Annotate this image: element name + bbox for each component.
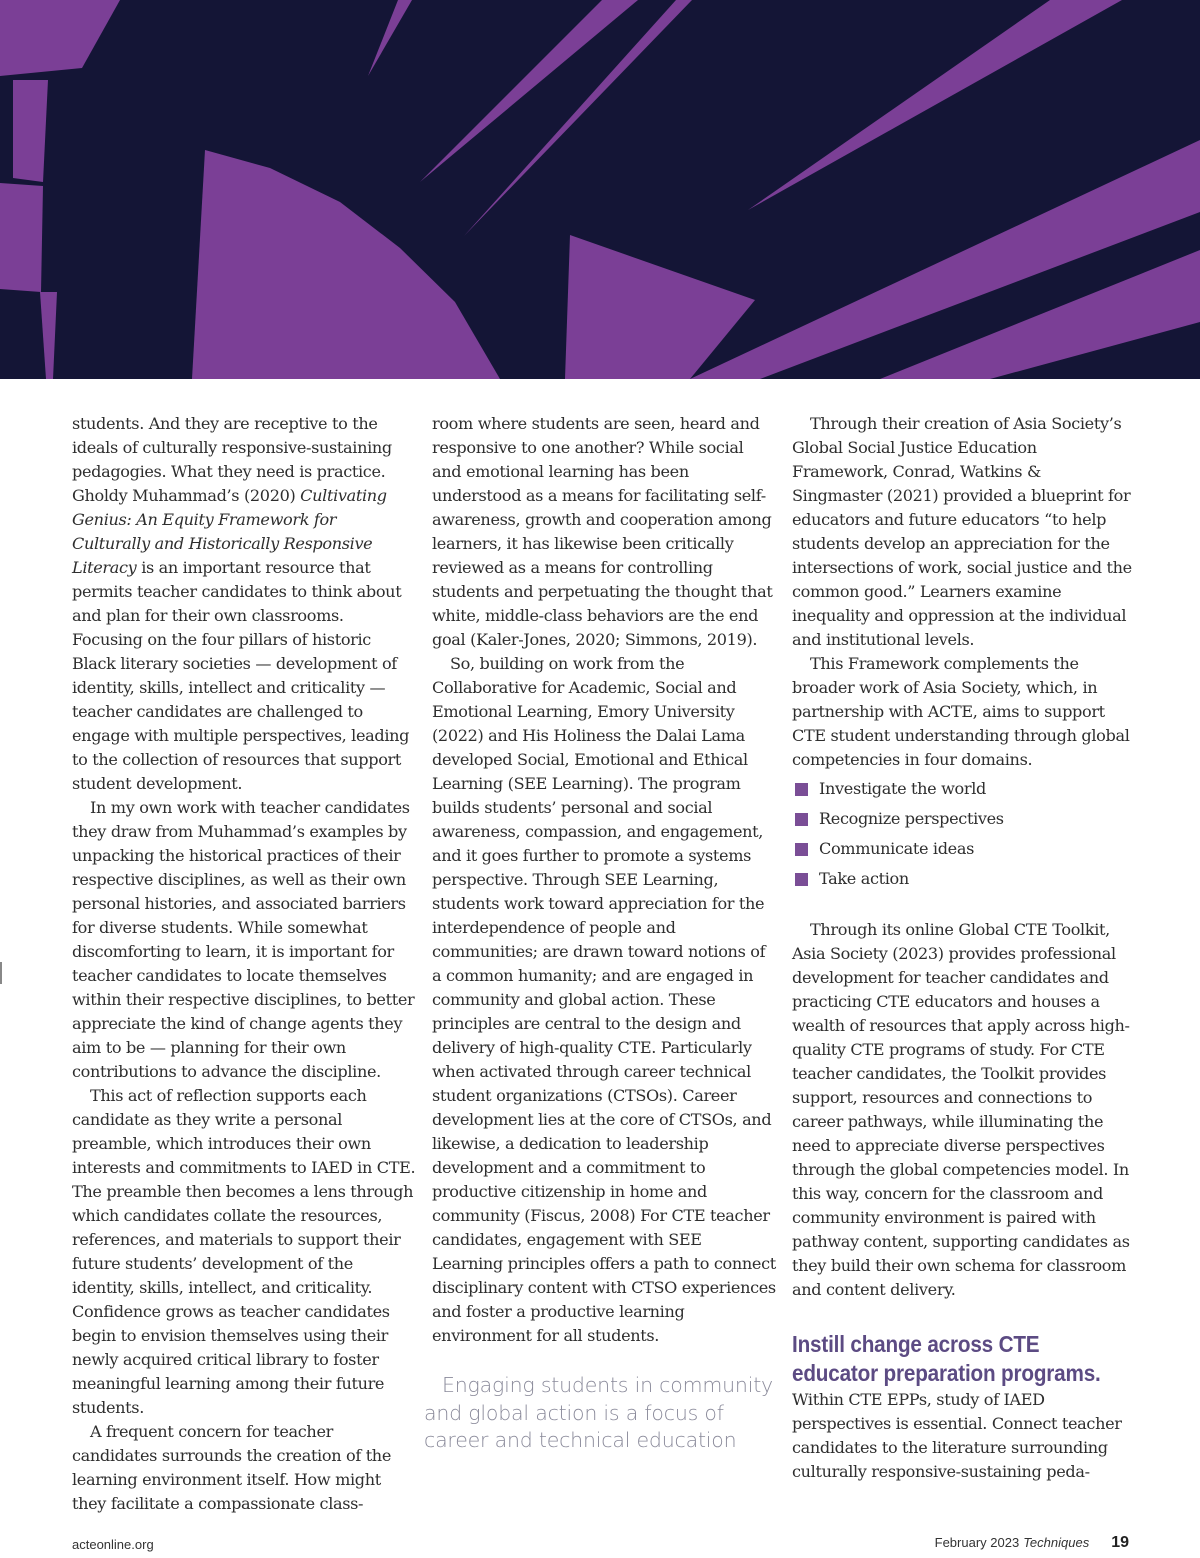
article-column-3	[792, 412, 1132, 1484]
pull-quote	[424, 1372, 774, 1455]
column2-paragraph-2: So, building on work from the Collaborative for Academic, Social and Emotional Learning, Emory University (2022) and His Holiness the Dalai Lama developed Social, Emotional and Ethical Learning (SEE Learning). The program builds students’ personal and social awareness, compassion, and engagement, and it goes further to promote a systems perspective. Through SEE Learning, students work toward appreciation for the interdependence of people and communities; are drawn toward notions of a common humanity; and are engaged in community and global action. These principles are central to the design and delivery of high-quality CTE. Particularly when activated through career technical student organizations (CTSOs). Career development lies at the core of CTSOs, and likewise, a dedication to leadership development and a commitment to productive citizenship in home and community (Fiscus, 2008) For CTE teacher candidates, engagement with SEE Learning principles offers a path to connect disciplinary content with CTSO experiences and foster a productive learning environment for all students.	[432, 654, 776, 1345]
footer-website: acteonline.org	[72, 1537, 154, 1552]
column2-paragraph-1: room where students are seen, heard and responsive to one another? While social and emotional learning has been understood as a means for facilitating self-awareness, growth and cooperation among learners, it has likewise been critically reviewed as a means for controlling students and perpetuating the thought that white, middle-class behaviors are the end goal (Kaler-Jones, 2020; Simmons, 2019).	[432, 414, 773, 649]
column1-paragraph-2: In my own work with teacher candidates they draw from Muhammad’s examples by unpacking the historical practices of their respective disciplines, as well as their own personal histories, and associated barriers for diverse students. While somewhat discomforting to learn, it is important for teacher candidates to locate themselves within their respective disciplines, to better appreciate the kind of change agents they aim to be — planning for their own contributions to advance the discipline.	[72, 798, 415, 1081]
bullet-square-icon	[795, 813, 808, 826]
footer-magazine-name: Techniques	[1023, 1535, 1090, 1550]
footer-date: February 2023	[934, 1535, 1020, 1550]
section-subhead: Instill change across CTE educator preparation programs.	[792, 1331, 1101, 1386]
banner-shape-left-bar-1	[13, 80, 48, 182]
column3-paragraph-1: Through their creation of Asia Society’s Global Social Justice Education Framework, Conrad, Watkins & Singmaster (2021) provided a blueprint for educators and future educators “to help students develop an appreciation for the intersections of work, social justice and the common good.” Learners examine inequality and oppression at the individual and institutional levels.	[792, 414, 1132, 649]
pull-quote-rest: and global action is a focus of career and technical education	[424, 1400, 737, 1452]
list-item: Take action	[792, 864, 1132, 894]
pull-quote-line-1: Engaging students in community	[442, 1373, 773, 1397]
column1-paragraph-1: students. And they are receptive to the ideals of culturally responsive-sustaining pedagogies. What they need is practice. Gholdy Muhammad’s (2020) Cultivating Genius: An Equity Framework for Culturally and Historically Responsive Literacy is an important resource that permits teacher candidates to think about and plan for their own classrooms. Focusing on the four pillars of historic Black literary societies — development of identity, skills, intellect and criticality — teacher candidates are challenged to engage with multiple perspectives, leading to the collection of resources that support student development.	[72, 414, 410, 793]
list-item: Recognize perspectives	[792, 804, 1132, 834]
global-competencies-list	[792, 774, 1132, 894]
header-illustration	[0, 0, 1200, 379]
footer-issue-info	[935, 1534, 1129, 1552]
book-title-cultivating-genius: Cultivating Genius: An Equity Framework for Culturally and Historically Responsive Literacy	[72, 486, 387, 577]
column3-paragraph-3: Through its online Global CTE Toolkit, Asia Society (2023) provides professional development for teacher candidates and practicing CTE educators and houses a wealth of resources that apply across high-quality CTE programs of study. For CTE teacher candidates, the Toolkit provides support, resources and connections to career pathways, while illuminating the need to appreciate diverse perspectives through the global competencies model. In this way, concern for the classroom and community environment is paired with pathway content, supporting candidates as they build their own schema for classroom and content delivery.	[792, 920, 1130, 1299]
bullet-square-icon	[795, 873, 808, 886]
page-edge-mark	[0, 962, 2, 984]
column3-paragraph-2: This Framework complements the broader work of Asia Society, which, in partnership with ACTE, aims to support CTE student understanding through global competencies in four domains.	[792, 654, 1130, 769]
column1-paragraph-4: A frequent concern for teacher candidates surrounds the creation of the learning environment itself. How might they facilitate a compassionate class-	[72, 1422, 391, 1513]
article-column-1	[72, 412, 416, 1516]
list-item: Investigate the world	[792, 774, 1132, 804]
column3-paragraph-4: Within CTE EPPs, study of IAED perspectives is essential. Connect teacher candidates to the literature surrounding culturally responsive-sustaining peda-	[792, 1390, 1122, 1481]
list-item: Communicate ideas	[792, 834, 1132, 864]
bullet-square-icon	[795, 843, 808, 856]
bullet-square-icon	[795, 783, 808, 796]
column1-paragraph-3: This act of reflection supports each candidate as they write a personal preamble, which introduces their own interests and commitments to IAED in CTE. The preamble then becomes a lens through which candidates collate the resources, references, and materials to support their future students’ development of the identity, skills, intellect, and criticality. Confidence grows as teacher candidates begin to envision themselves using their newly acquired critical library to foster meaningful learning among their future students.	[72, 1086, 416, 1417]
banner-shape-left-bar-2	[0, 183, 43, 292]
page-number: 19	[1111, 1534, 1129, 1551]
article-column-2	[432, 412, 776, 1348]
